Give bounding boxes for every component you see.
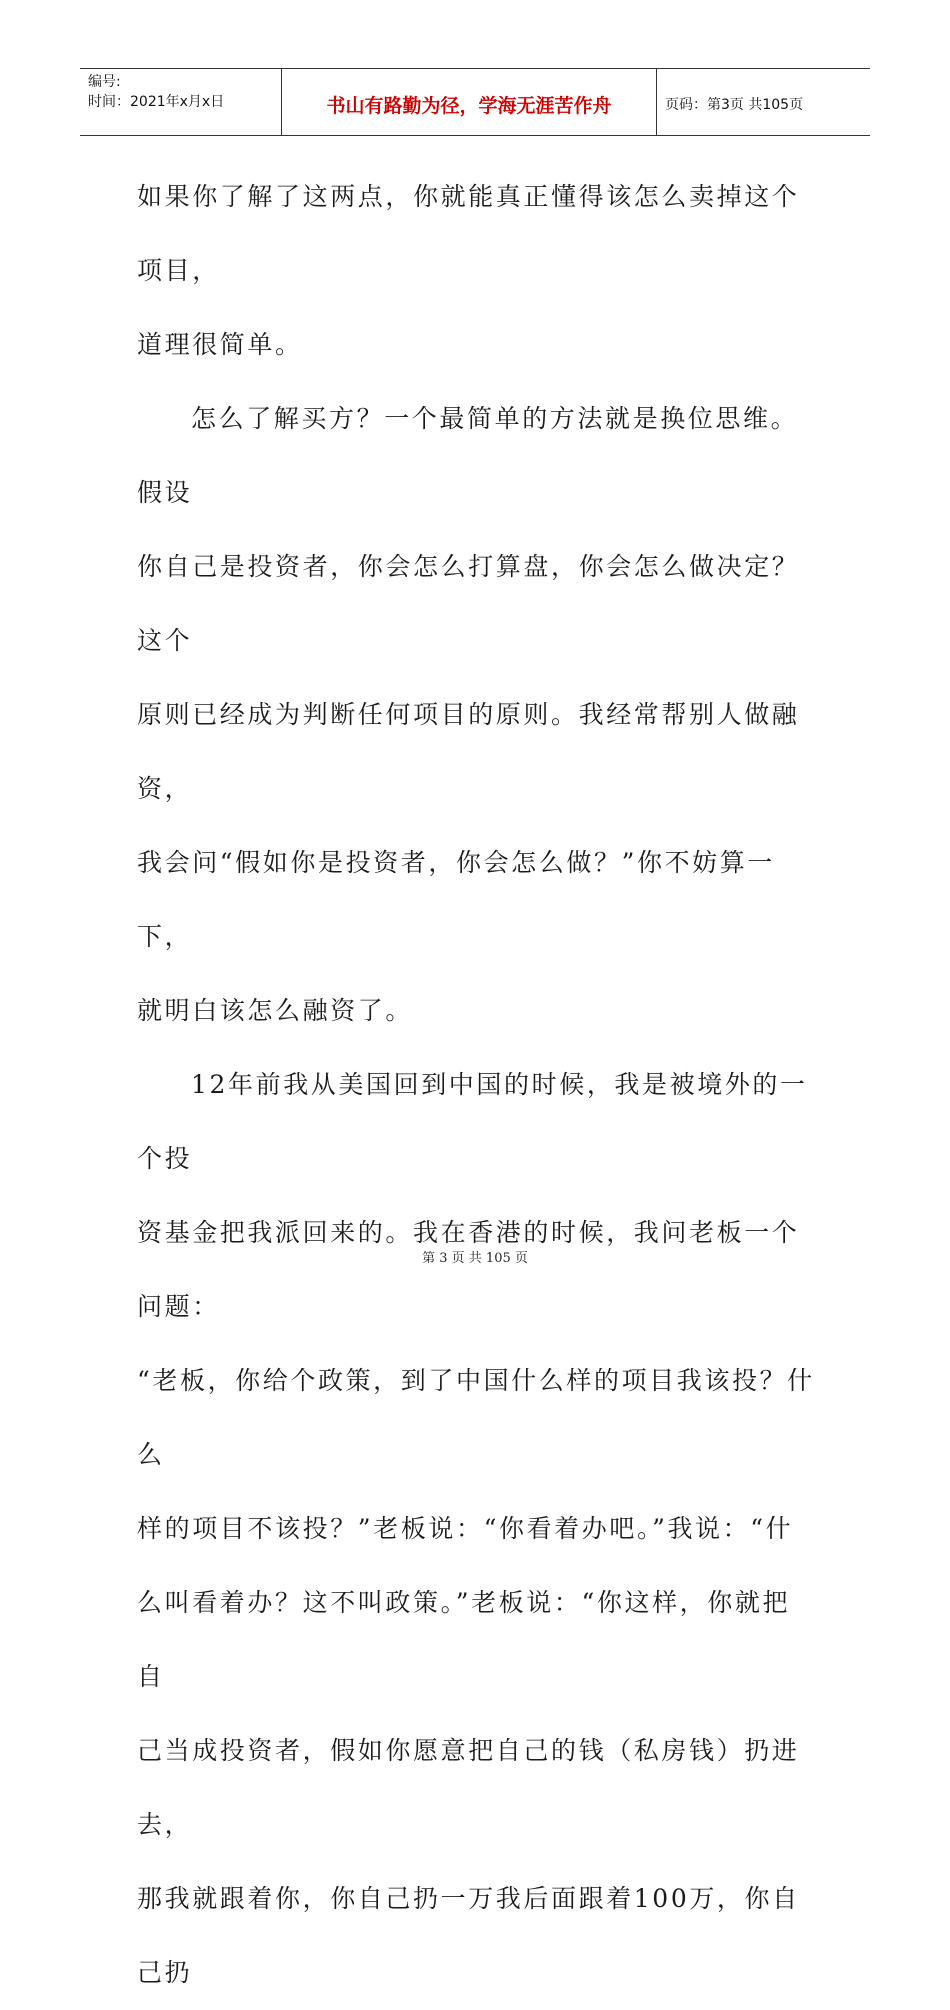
paragraph-line: 你自己是投资者，你会怎么打算盘，你会怎么做决定？这个 — [137, 552, 800, 655]
paragraph-line: 那我就跟着你，你自己扔一万我后面跟着100万，你自己扔 — [137, 1884, 800, 1987]
page-header — [80, 68, 870, 136]
page-footer: 第 3 页 共 105 页 — [422, 1251, 528, 1266]
paragraph-line: 怎么了解买方？一个最简单的方法就是换位思维。假设 — [137, 404, 799, 507]
paragraph-line: 己当成投资者，假如你愿意把自己的钱（私房钱）扔进去， — [137, 1736, 800, 1839]
paragraph-line: 我会问“假如你是投资者，你会怎么做？”你不妨算一下， — [137, 848, 775, 951]
header-motto: 书山有路勤为径，学海无涯苦作舟 — [282, 69, 657, 135]
paragraph-line: 就明白该怎么融资了。 — [137, 996, 414, 1025]
document-body — [137, 160, 817, 2010]
document-date-label: 时间：2021年x月x日 — [88, 94, 225, 110]
header-meta — [80, 69, 282, 135]
paragraph-line: “老板，你给个政策，到了中国什么样的项目我该投？什么 — [137, 1366, 815, 1469]
paragraph-line: 资基金把我派回来的。我在香港的时候，我问老板一个问题： — [137, 1218, 800, 1321]
paragraph-line: 道理很简单。 — [137, 330, 303, 359]
paragraph-line: 12年前我从美国回到中国的时候，我是被境外的一个投 — [137, 1070, 808, 1173]
paragraph-line: 样的项目不该投？”老板说：“你看着办吧。”我说：“什 — [137, 1514, 794, 1543]
header-page-info: 页码：第3页 共105页 — [665, 97, 804, 113]
paragraph-line: 原则已经成为判断任何项目的原则。我经常帮别人做融资， — [137, 700, 800, 803]
document-number-label: 编号: — [88, 74, 121, 90]
paragraph-line: 如果你了解了这两点，你就能真正懂得该怎么卖掉这个项目， — [137, 182, 800, 285]
paragraph-line: 么叫看着办？这不叫政策。”老板说：“你这样，你就把自 — [137, 1588, 791, 1691]
